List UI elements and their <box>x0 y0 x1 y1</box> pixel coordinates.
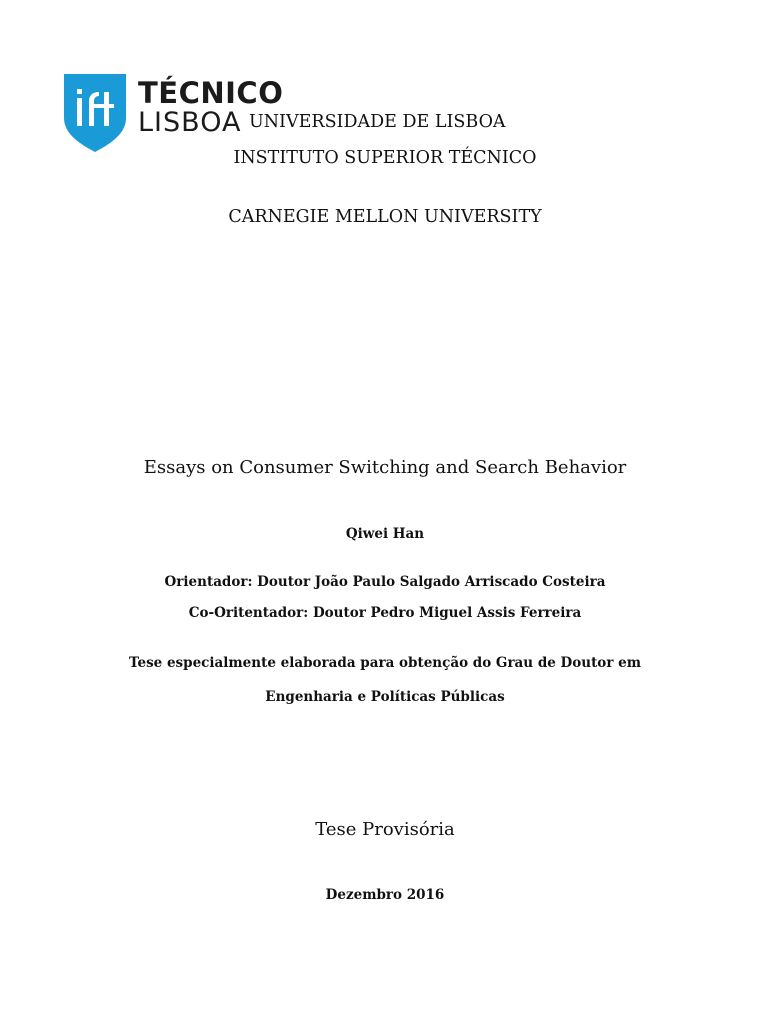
advisor-line: Orientador: Doutor João Paulo Salgado Arriscado Costeira <box>164 574 606 590</box>
degree-purpose-line2: Engenharia e Políticas Públicas <box>265 689 505 705</box>
coadvisor-line: Co-Oritentador: Doutor Pedro Miguel Assis Ferreira <box>188 605 582 621</box>
author-name: Qiwei Han <box>345 526 425 542</box>
ist-shield-icon <box>64 74 126 152</box>
thesis-date: Dezembro 2016 <box>325 887 445 903</box>
thesis-status: Tese Provisória <box>315 819 455 840</box>
degree-purpose-line1: Tese especialmente elaborada para obtenção do Grau de Doutor em <box>128 655 642 671</box>
university-name: UNIVERSIDADE DE LISBOA <box>249 112 506 132</box>
institute-name: INSTITUTO SUPERIOR TÉCNICO <box>233 148 537 168</box>
logo-brand-line1: TÉCNICO <box>138 76 284 110</box>
logo-brand-line2: LISBOA <box>138 107 242 138</box>
thesis-title: Essays on Consumer Switching and Search Behavior <box>143 457 627 478</box>
partner-university-name: CARNEGIE MELLON UNIVERSITY <box>228 207 542 227</box>
tecnico-lisboa-logo <box>64 74 284 154</box>
